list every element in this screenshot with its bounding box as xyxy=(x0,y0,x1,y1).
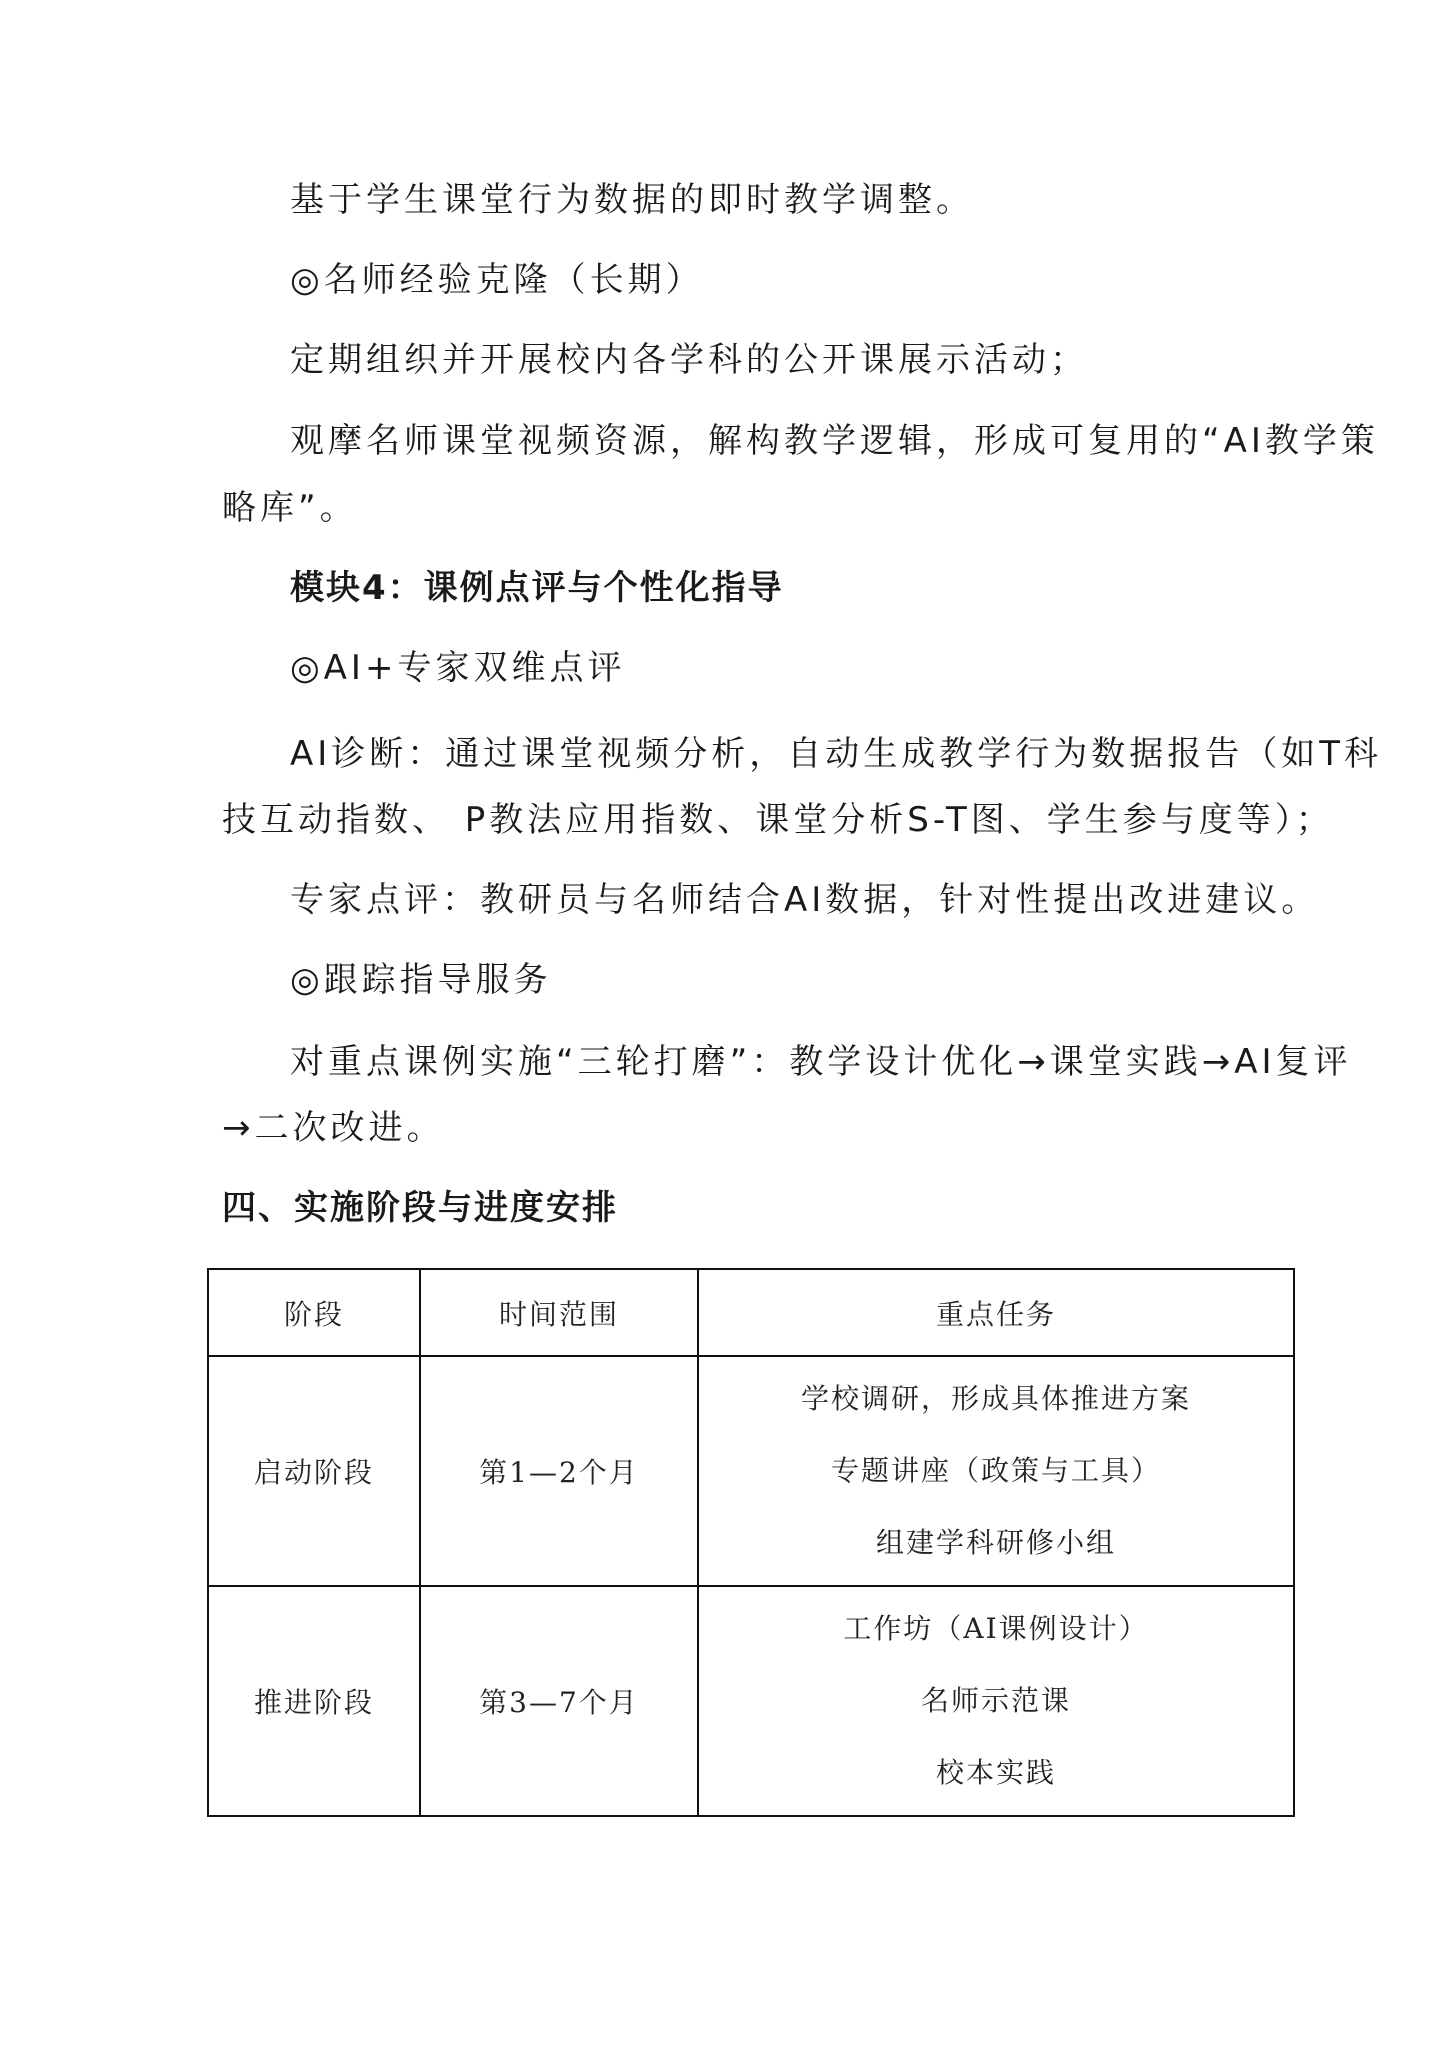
task-item: 工作坊（AI课例设计） xyxy=(843,1612,1149,1645)
module-heading: 模块4：课例点评与个性化指导 xyxy=(290,568,784,608)
bullet-heading-tracking: ◎跟踪指导服务 xyxy=(290,960,552,1000)
task-item: 校本实践 xyxy=(935,1756,1056,1789)
section-heading: 四、实施阶段与进度安排 xyxy=(222,1188,618,1228)
schedule-table xyxy=(207,1268,1295,1817)
time-cell: 第1—2个月 xyxy=(420,1356,698,1586)
table-header-row xyxy=(208,1269,1294,1356)
tasks-cell xyxy=(698,1586,1294,1816)
header-cell: 重点任务 xyxy=(698,1269,1294,1356)
paragraph-text: 对重点课例实施“三轮打磨”：教学设计优化→课堂实践→AI复评 xyxy=(290,1042,1352,1082)
task-item: 组建学科研修小组 xyxy=(875,1526,1116,1559)
task-item: 专题讲座（政策与工具） xyxy=(830,1454,1161,1487)
table-row xyxy=(208,1356,1294,1586)
header-cell: 阶段 xyxy=(208,1269,420,1356)
tasks-cell xyxy=(698,1356,1294,1586)
header-cell: 时间范围 xyxy=(420,1269,698,1356)
bullet-heading-dual-review: ◎AI+专家双维点评 xyxy=(290,648,626,688)
paragraph-text: 观摩名师课堂视频资源，解构教学逻辑，形成可复用的“AI教学策 xyxy=(290,421,1379,461)
table-row xyxy=(208,1586,1294,1816)
paragraph-text: 专家点评：教研员与名师结合AI数据，针对性提出改进建议。 xyxy=(290,880,1320,920)
paragraph-text: 基于学生课堂行为数据的即时教学调整。 xyxy=(290,180,974,220)
bullet-heading-teacher-clone: ◎名师经验克隆（长期） xyxy=(290,260,704,300)
task-item: 学校调研，形成具体推进方案 xyxy=(800,1382,1191,1415)
time-cell: 第3—7个月 xyxy=(420,1586,698,1816)
paragraph-text-cont: 技互动指数、 P教法应用指数、课堂分析S-T图、学生参与度等）； xyxy=(222,800,1334,840)
paragraph-text: AI诊断：通过课堂视频分析，自动生成教学行为数据报告（如T科 xyxy=(290,734,1383,774)
stage-cell: 启动阶段 xyxy=(208,1356,420,1586)
paragraph-text-cont: →二次改进。 xyxy=(222,1108,445,1148)
paragraph-text: 定期组织并开展校内各学科的公开课展示活动； xyxy=(290,340,1088,380)
stage-cell: 推进阶段 xyxy=(208,1586,420,1816)
task-item: 名师示范课 xyxy=(920,1684,1071,1717)
paragraph-text-cont: 略库”。 xyxy=(222,488,358,528)
